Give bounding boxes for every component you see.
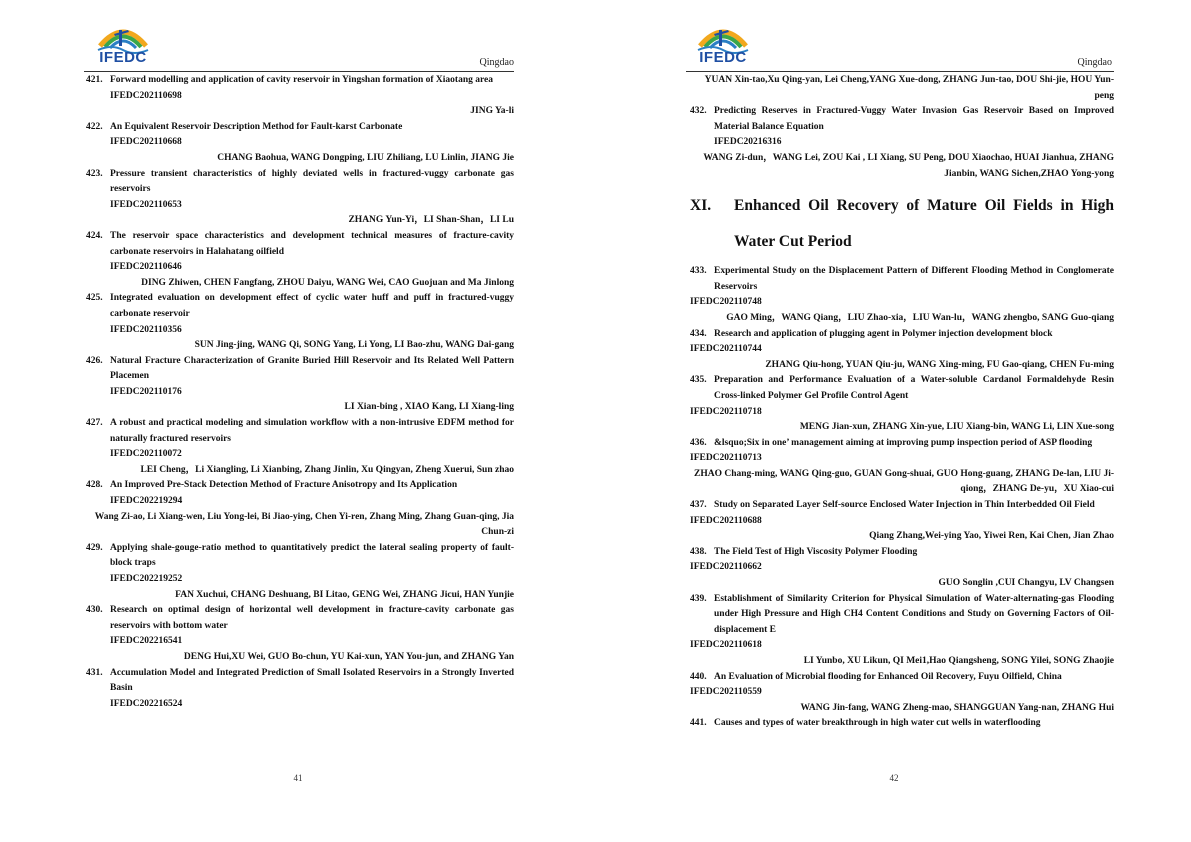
entry-title bbox=[86, 541, 514, 572]
entry-title-text: The reservoir space characteristics and development technical measures of fracture-cavity carbonate reservoirs in Halahatang oilfield bbox=[110, 230, 514, 257]
entry-title bbox=[86, 167, 514, 198]
entry-number: 439. bbox=[690, 593, 707, 604]
entry-authors: Wang Zi-ao, Li Xiang-wen, Liu Yong-lei, Bi Jiao-ying, Chen Yi-ren, Zhang Ming, Zhang Guan-qing, Jia Chun-zi bbox=[94, 511, 514, 538]
entry-title-text: Accumulation Model and Integrated Prediction of Small Isolated Reservoirs in a Strongly Inverted Basin bbox=[110, 667, 514, 694]
entry-number: 434. bbox=[690, 328, 707, 339]
entry-title-text: The Field Test of High Viscosity Polymer Flooding bbox=[714, 546, 918, 557]
entry-authors: FAN Xuchui, CHANG Deshuang, BI Litao, GENG Wei, ZHANG Jicui, HAN Yunjie bbox=[175, 589, 514, 600]
entry-title-text: Integrated evaluation on development effect of cyclic water huff and puff in fractured-vuggy carbonate reservoir bbox=[110, 293, 514, 319]
entry-authors: LI Xian-bing , XIAO Kang, LI Xiang-ling bbox=[344, 402, 514, 413]
entry-id: IFEDC202219252 bbox=[110, 574, 183, 584]
entry-title bbox=[690, 670, 1114, 686]
entry-number: 427. bbox=[86, 418, 103, 429]
entry-title bbox=[86, 120, 514, 136]
entry-authors: DING Zhiwen, CHEN Fangfang, ZHOU Daiyu, WANG Wei, CAO Guojuan and Ma Jinlong bbox=[141, 277, 514, 288]
entry-authors: CHANG Baohua, WANG Dongping, LIU Zhiliang, LU Linlin, JIANG Jie bbox=[217, 152, 514, 163]
entry-id: IFEDC202110668 bbox=[110, 137, 182, 148]
entry-title-text: An Equivalent Reservoir Description Method for Fault-karst Carbonate bbox=[110, 121, 403, 132]
entry-number: 424. bbox=[86, 230, 103, 241]
entry-number: 429. bbox=[86, 542, 103, 553]
entry-title-text: Research and application of plugging agent in Polymer injection development block bbox=[714, 328, 1053, 339]
entry-title-text: Predicting Reserves in Fractured-Vuggy Water Invasion Gas Reservoir Based on Improved Material Balance Equation bbox=[714, 106, 1114, 132]
entry-title-text: Establishment of Similarity Criterion for Physical Simulation of Water-alternating-gas Flooding under High Pressure and High CH4 Content Conditions and Study on Governing Factors of Oil-displacement E bbox=[714, 593, 1114, 635]
entry-title bbox=[86, 291, 514, 322]
entry-id: IFEDC202110646 bbox=[110, 262, 182, 273]
header-rule bbox=[686, 71, 1114, 72]
entry-id: IFEDC202110713 bbox=[690, 453, 762, 464]
right-page bbox=[596, 0, 1191, 842]
entry-title bbox=[690, 436, 1114, 452]
entry-id: IFEDC202216524 bbox=[110, 698, 183, 709]
header-city: Qingdao bbox=[479, 57, 514, 68]
entry-number: 431. bbox=[86, 667, 103, 678]
entry-title-text: Causes and types of water breakthrough in high water cut wells in waterflooding bbox=[714, 718, 1041, 729]
entry-number: 433. bbox=[690, 266, 707, 277]
entry-title bbox=[86, 478, 514, 494]
section-heading bbox=[690, 188, 1114, 260]
entry-title-text: Forward modelling and application of cavity reservoir in Yingshan formation of Xiaotang area bbox=[110, 75, 493, 85]
entry-title bbox=[690, 104, 1114, 135]
entry-id: IFEDC202110618 bbox=[690, 640, 762, 651]
entry-title bbox=[690, 592, 1114, 639]
entry-title-text: Study on Separated Layer Self-source Enclosed Water Injection in Thin Interbedded Oil Field bbox=[714, 500, 1095, 511]
entry-authors: ZHAO Chang-ming, WANG Qing-guo, GUAN Gong-shuai, GUO Hong-guang, ZHANG De-lan, LIU Ji-qiong，ZHANG De-yu，XU Xiao-cui bbox=[694, 468, 1114, 495]
entry-number: 432. bbox=[690, 106, 707, 117]
entry-title bbox=[690, 327, 1114, 343]
entry-number: 421. bbox=[86, 75, 103, 85]
entry-number: 430. bbox=[86, 605, 103, 616]
entry-id: IFEDC20216316 bbox=[714, 137, 782, 148]
entry-id: IFEDC202110748 bbox=[690, 297, 762, 308]
ifedc-logo bbox=[692, 16, 754, 72]
entry-authors: GAO Ming，WANG Qiang，LIU Zhao-xia，LIU Wan-lu，WANG zhengbo, SANG Guo-qiang bbox=[726, 312, 1114, 323]
page-number: 42 bbox=[889, 773, 899, 783]
entry-id: IFEDC202110718 bbox=[690, 406, 762, 417]
entry-authors: MENG Jian-xun, ZHANG Xin-yue, LIU Xiang-bin, WANG Li, LIN Xue-song bbox=[799, 422, 1114, 433]
ifedc-logo bbox=[92, 16, 154, 72]
entry-number: 437. bbox=[690, 500, 707, 511]
entry-title bbox=[86, 416, 514, 447]
entry-title bbox=[86, 354, 514, 385]
entry-title bbox=[86, 603, 514, 634]
entry-id: IFEDC202110662 bbox=[690, 562, 762, 573]
logo-text: IFEDC bbox=[99, 49, 147, 66]
entry-id: IFEDC202110698 bbox=[110, 90, 182, 101]
entry-number: 422. bbox=[86, 121, 103, 132]
left-content bbox=[86, 73, 514, 712]
entry-id: IFEDC202110176 bbox=[110, 386, 182, 397]
entry-number: 428. bbox=[86, 480, 103, 491]
entry-number: 426. bbox=[86, 355, 103, 366]
entry-id: IFEDC202110356 bbox=[110, 324, 182, 335]
entry-title bbox=[86, 229, 514, 260]
header-rule bbox=[84, 71, 514, 72]
entry-id: IFEDC202110688 bbox=[690, 515, 762, 526]
entry-authors: SUN Jing-jing, WANG Qi, SONG Yang, Li Yong, LI Bao-zhu, WANG Dai-gang bbox=[194, 340, 514, 351]
entry-title bbox=[86, 73, 514, 89]
entry-authors: ZHANG Qiu-hong, YUAN Qiu-ju, WANG Xing-ming, FU Gao-qiang, CHEN Fu-ming bbox=[765, 359, 1114, 370]
section-number: XI. bbox=[690, 197, 712, 215]
entry-title-text: Pressure transient characteristics of highly deviated wells in fractured-vuggy carbonate gas reservoirs bbox=[110, 168, 514, 195]
header-city: Qingdao bbox=[1077, 57, 1112, 68]
entry-title-text: Research on optimal design of horizontal well development in fracture-cavity carbonate gas reservoirs with bottom water bbox=[110, 605, 514, 631]
entry-authors: YUAN Xin-tao,Xu Qing-yan, Lei Cheng,YANG Xue-dong, ZHANG Jun-tao, DOU Shi-jie, HOU Yun-peng bbox=[704, 75, 1114, 101]
entry-title-text: Applying shale-gouge-ratio method to quantitatively predict the lateral sealing property of fault-block traps bbox=[110, 542, 514, 569]
right-content bbox=[690, 73, 1114, 732]
entry-number: 441. bbox=[690, 718, 707, 729]
entry-number: 438. bbox=[690, 546, 707, 557]
entry-authors: GUO Songlin ,CUI Changyu, LV Changsen bbox=[938, 578, 1114, 589]
entry-title-text: Preparation and Performance Evaluation of a Water-soluble Cardanol Formaldehyde Resin Cross-linked Polymer Gel Profile Control Agent bbox=[714, 375, 1114, 401]
entry-id: IFEDC202110653 bbox=[110, 199, 182, 210]
entry-number: 435. bbox=[690, 375, 707, 386]
entry-number: 423. bbox=[86, 168, 103, 179]
entry-id: IFEDC202219294 bbox=[110, 496, 183, 507]
entry-authors: WANG Zi-dun，WANG Lei, ZOU Kai , LI Xiang, SU Peng, DOU Xiaochao, HUAI Jianhua, ZHANG Jianbin, WANG Sichen,ZHAO Yong-yong bbox=[703, 152, 1114, 179]
entry-title bbox=[690, 716, 1114, 732]
entry-title bbox=[86, 666, 514, 697]
entry-title-text: Experimental Study on the Displacement Pattern of Different Flooding Method in Conglomerate Reservoirs bbox=[714, 266, 1114, 292]
entry-number: 436. bbox=[690, 437, 707, 448]
entry-id: IFEDC202110559 bbox=[690, 687, 762, 698]
entry-authors: Qiang Zhang,Wei-ying Yao, Yiwei Ren, Kai Chen, Jian Zhao bbox=[869, 531, 1114, 542]
entry-authors: WANG Jin-fang, WANG Zheng-mao, SHANGGUAN Yang-nan, ZHANG Hui bbox=[800, 702, 1114, 713]
entry-title-text: An Evaluation of Microbial flooding for Enhanced Oil Recovery, Fuyu Oilfield, China bbox=[714, 671, 1062, 682]
entry-title bbox=[690, 264, 1114, 295]
entry-title-text: Natural Fracture Characterization of Granite Buried Hill Reservoir and Its Related Well Pattern Placemen bbox=[110, 355, 514, 382]
entry-id: IFEDC202216541 bbox=[110, 636, 183, 647]
page-number: 41 bbox=[293, 773, 303, 783]
entry-id: IFEDC202110744 bbox=[690, 344, 762, 355]
logo-text: IFEDC bbox=[699, 49, 747, 66]
entry-title-text: A robust and practical modeling and simulation workflow with a non-intrusive EDFM method for naturally fractured reservoirs bbox=[110, 418, 514, 444]
entry-id: IFEDC202110072 bbox=[110, 449, 182, 460]
entry-title-text: An Improved Pre-Stack Detection Method of Fracture Anisotropy and Its Application bbox=[110, 480, 458, 491]
entry-authors: DENG Hui,XU Wei, GUO Bo-chun, YU Kai-xun, YAN You-jun, and ZHANG Yan bbox=[183, 651, 514, 662]
entry-title-text: &lsquo;Six in one’ management aiming at improving pump inspection period of ASP flooding bbox=[714, 437, 1093, 448]
entry-number: 440. bbox=[690, 671, 707, 682]
entry-number: 425. bbox=[86, 293, 103, 304]
entry-title bbox=[690, 545, 1114, 561]
entry-title bbox=[690, 373, 1114, 404]
entry-title bbox=[690, 498, 1114, 514]
entry-authors: ZHANG Yun-Yi，LI Shan-Shan，LI Lu bbox=[348, 215, 514, 226]
section-title: Enhanced Oil Recovery of Mature Oil Fields in High Water Cut Period bbox=[734, 197, 1114, 251]
entry-authors: JING Ya-li bbox=[470, 106, 514, 117]
entry-authors: LI Yunbo, XU Likun, QI Mei1,Hao Qiangsheng, SONG Yilei, SONG Zhaojie bbox=[803, 656, 1114, 666]
entry-authors: LEI Cheng，Li Xiangling, Li Xianbing, Zhang Jinlin, Xu Qingyan, Zheng Xuerui, Sun zhao bbox=[140, 464, 514, 475]
